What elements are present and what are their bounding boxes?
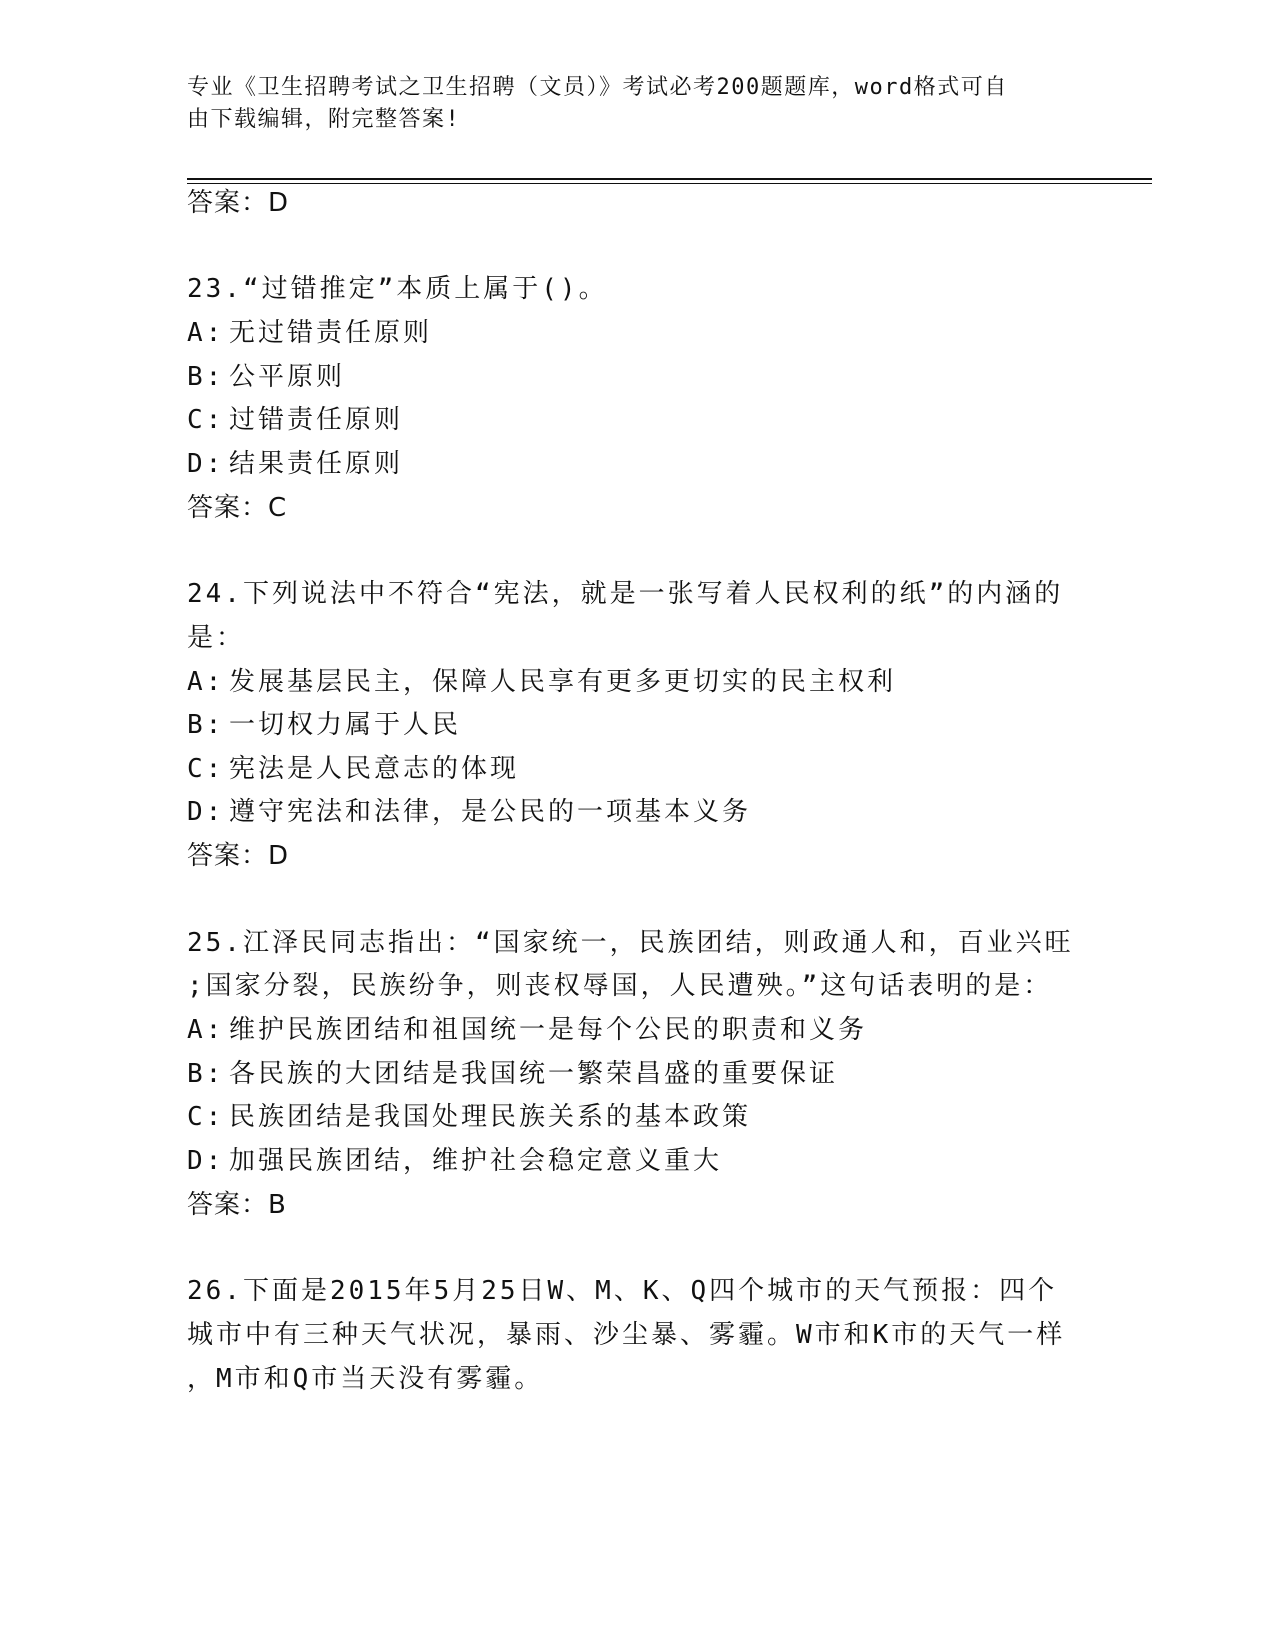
question-23-option-c: [187, 403, 1127, 437]
option-text: 结果责任原则: [229, 449, 404, 479]
question-25-option-a: [187, 1013, 1127, 1047]
option-letter: A:: [187, 667, 225, 697]
question-24-option-c: [187, 752, 1127, 786]
question-24-option-a: [187, 665, 1127, 699]
question-25-option-b: [187, 1057, 1127, 1091]
answer-previous: 答案：D: [187, 188, 290, 218]
option-letter: A:: [187, 1015, 225, 1045]
header-title-line-1: 专业《卫生招聘考试之卫生招聘（文员）》考试必考200题题库，word格式可自: [187, 75, 1008, 100]
option-text: 维护民族团结和祖国统一是每个公民的职责和义务: [229, 1015, 868, 1045]
option-text: 一切权力属于人民: [229, 710, 462, 740]
question-24-answer: 答案：D: [187, 841, 290, 871]
option-letter: B:: [187, 362, 225, 392]
question-23-option-d: [187, 447, 1127, 481]
option-text: 各民族的大团结是我国统一繁荣昌盛的重要保证: [229, 1059, 839, 1089]
document-header: [187, 72, 1067, 136]
question-26-stem-line-1: 26.下面是2015年5月25日W、M、K、Q四个城市的天气预报：四个: [187, 1276, 1058, 1306]
option-letter: C:: [187, 1102, 225, 1132]
header-divider-thick: [187, 178, 1152, 180]
option-text: 过错责任原则: [229, 405, 404, 435]
option-text: 民族团结是我国处理民族关系的基本政策: [229, 1102, 752, 1132]
option-text: 发展基层民主，保障人民享有更多更切实的民主权利: [229, 667, 897, 697]
option-text: 加强民族团结，维护社会稳定意义重大: [229, 1146, 723, 1176]
option-letter: D:: [187, 449, 225, 479]
question-25-stem-line-2: ;国家分裂，民族纷争，则丧权辱国，人民遭殃。”这句话表明的是：: [187, 971, 1053, 1001]
question-25-option-d: [187, 1144, 1127, 1178]
option-letter: C:: [187, 405, 225, 435]
question-23-option-b: [187, 360, 1127, 394]
header-divider-thin: [187, 183, 1152, 184]
option-letter: B:: [187, 1059, 225, 1089]
option-letter: A:: [187, 318, 225, 348]
question-26-stem-line-2: 城市中有三种天气状况，暴雨、沙尘暴、雾霾。W市和K市的天气一样: [187, 1320, 1066, 1350]
question-23-answer: 答案：C: [187, 493, 288, 523]
question-23-option-a: [187, 316, 1127, 350]
option-text: 宪法是人民意志的体现: [229, 754, 520, 784]
option-text: 公平原则: [229, 362, 346, 392]
option-text: 无过错责任原则: [229, 318, 433, 348]
question-25-stem-line-1: 25.江泽民同志指出：“国家统一，民族团结，则政通人和，百业兴旺: [187, 928, 1074, 958]
option-letter: C:: [187, 754, 225, 784]
option-letter: D:: [187, 797, 225, 827]
question-26-stem-line-3: ，M市和Q市当天没有雾霾。: [187, 1364, 544, 1394]
question-25-answer: 答案：B: [187, 1190, 287, 1220]
option-text: 遵守宪法和法律，是公民的一项基本义务: [229, 797, 752, 827]
question-25-option-c: [187, 1100, 1127, 1134]
question-24-option-b: [187, 708, 1127, 742]
header-title-line-2: 由下载编辑，附完整答案!: [187, 107, 461, 132]
option-letter: B:: [187, 710, 225, 740]
question-24-stem-line-1: 24.下列说法中不符合“宪法，就是一张写着人民权利的纸”的内涵的: [187, 579, 1064, 609]
question-24-option-d: [187, 795, 1127, 829]
question-23-stem: 23.“过错推定”本质上属于()。: [187, 274, 608, 304]
question-24-stem-line-2: 是：: [187, 623, 246, 653]
option-letter: D:: [187, 1146, 225, 1176]
